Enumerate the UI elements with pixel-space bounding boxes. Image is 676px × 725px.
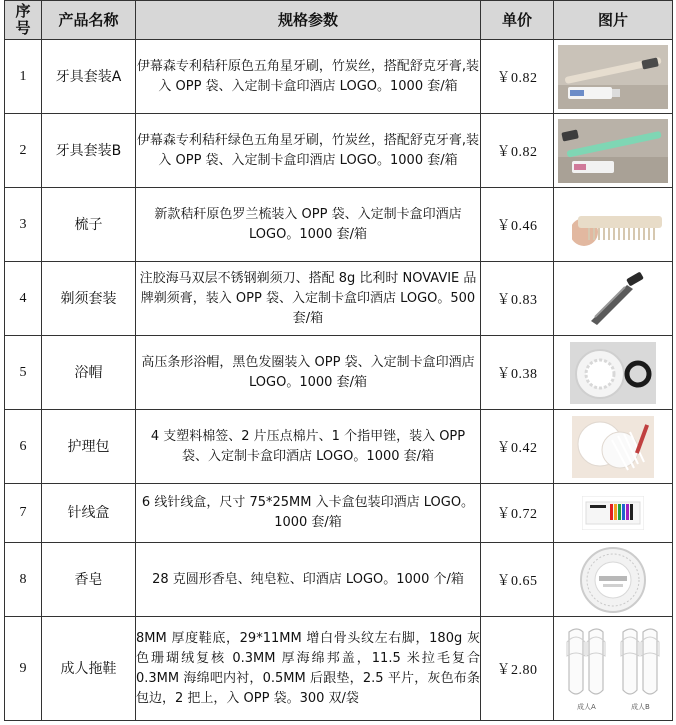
unit-price: ￥0.83: [481, 262, 554, 336]
slipper-caption-left: 成人A: [577, 702, 596, 711]
toothbrush-beige-photo-icon: [558, 45, 668, 109]
unit-price: ￥0.42: [481, 410, 554, 484]
header-image: 图片: [554, 1, 673, 40]
product-image-cell: [554, 188, 673, 262]
row-number: 7: [5, 484, 42, 543]
unit-price: ￥2.80: [481, 617, 554, 721]
slippers-photo: [559, 624, 667, 714]
product-name: 牙具套装A: [42, 40, 136, 114]
product-spec: 新款秸秆原色罗兰梳装入 OPP 袋、入定制卡盒印酒店 LOGO。1000 套/箱: [136, 188, 481, 262]
product-spec: 8MM 厚度鞋底，29*11MM 增白骨头纹左右脚，180g 灰色珊瑚绒复核 0.3MM 厚海绵邦盖，11.5 米拉毛复合 0.3MM 海绵吧内衬，0.5MM 后跟垫，2.5 平片，灰色布条包边，2 把上，入 OPP 袋。300 双/袋: [136, 617, 481, 721]
table-row: [5, 262, 673, 336]
product-name: 梳子: [42, 188, 136, 262]
header-no: 序号: [5, 1, 42, 40]
soap-photo-icon: [577, 544, 649, 616]
table-row: [5, 114, 673, 188]
care-kit-photo-icon: [572, 416, 654, 478]
row-number: 2: [5, 114, 42, 188]
product-name: 护理包: [42, 410, 136, 484]
table-row: [5, 617, 673, 721]
comb-photo-icon: [572, 202, 664, 248]
product-spec: 高压条形浴帽，黑色发圈装入 OPP 袋、入定制卡盒印酒店 LOGO。1000 套/箱: [136, 336, 481, 410]
header-spec: 规格参数: [136, 1, 481, 40]
product-name: 针线盒: [42, 484, 136, 543]
unit-price: ￥0.82: [481, 40, 554, 114]
product-name: 剃须套装: [42, 262, 136, 336]
row-number: 9: [5, 617, 42, 721]
unit-price: ￥0.65: [481, 543, 554, 617]
toothbrush-green-photo-icon: [558, 119, 668, 183]
table-row: [5, 410, 673, 484]
product-image-cell: [554, 336, 673, 410]
product-spec: 伊幕森专利秸秆原色五角星牙刷，竹炭丝，搭配舒克牙膏,装入 OPP 袋、入定制卡盒印酒店 LOGO。1000 套/箱: [136, 40, 481, 114]
table-row: [5, 40, 673, 114]
product-spec: 6 线针线盒，尺寸 75*25MM 入卡盒包装印酒店 LOGO。1000 套/箱: [136, 484, 481, 543]
slippers-photo-icon: [559, 624, 667, 702]
product-name: 成人拖鞋: [42, 617, 136, 721]
product-name: 浴帽: [42, 336, 136, 410]
product-spec: 28 克圆形香皂、纯皂粒、印酒店 LOGO。1000 个/箱: [136, 543, 481, 617]
product-image-cell: [554, 617, 673, 721]
shower-cap-photo-icon: [570, 342, 656, 404]
product-image-cell: [554, 410, 673, 484]
product-name: 牙具套装B: [42, 114, 136, 188]
table-row: [5, 543, 673, 617]
header-name: 产品名称: [42, 1, 136, 40]
product-image-cell: [554, 40, 673, 114]
header-price: 单价: [481, 1, 554, 40]
unit-price: ￥0.38: [481, 336, 554, 410]
razor-photo-icon: [577, 267, 649, 331]
table-row: [5, 188, 673, 262]
header-row: [5, 1, 673, 40]
product-table: [4, 0, 673, 721]
product-spec: 伊幕森专利秸秆绿色五角星牙刷，竹炭丝，搭配舒克牙膏,装入 OPP 袋、入定制卡盒印酒店 LOGO。1000 套/箱: [136, 114, 481, 188]
product-image-cell: [554, 114, 673, 188]
product-image-cell: [554, 484, 673, 543]
unit-price: ￥0.46: [481, 188, 554, 262]
product-image-cell: [554, 543, 673, 617]
row-number: 4: [5, 262, 42, 336]
slipper-caption-right: 成人B: [631, 702, 650, 711]
table-row: [5, 336, 673, 410]
row-number: 6: [5, 410, 42, 484]
row-number: 8: [5, 543, 42, 617]
unit-price: ￥0.72: [481, 484, 554, 543]
table-row: [5, 484, 673, 543]
product-spec: 注胶海马双层不锈钢剃须刀、搭配 8g 比利时 NOVAVIE 品牌剃须膏，装入 OPP 袋、入定制卡盒印酒店 LOGO。500 套/箱: [136, 262, 481, 336]
row-number: 3: [5, 188, 42, 262]
product-name: 香皂: [42, 543, 136, 617]
row-number: 1: [5, 40, 42, 114]
unit-price: ￥0.82: [481, 114, 554, 188]
product-image-cell: [554, 262, 673, 336]
sewing-kit-photo-icon: [582, 496, 644, 530]
row-number: 5: [5, 336, 42, 410]
product-spec: 4 支塑料棉签、2 片压点棉片、1 个指甲锉，装入 OPP 袋、入定制卡盒印酒店 LOGO。1000 套/箱: [136, 410, 481, 484]
